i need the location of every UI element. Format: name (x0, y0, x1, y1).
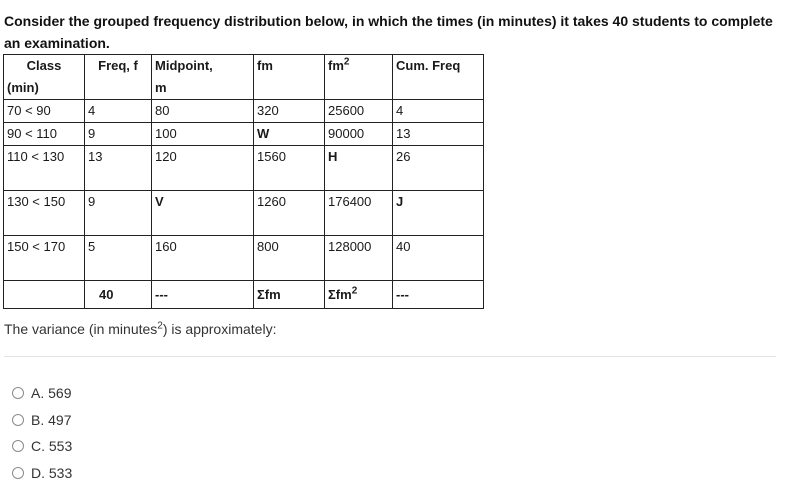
total-fm: Σfm (254, 281, 325, 309)
option-c[interactable] (12, 433, 72, 460)
cell-fm2: 25600 (325, 100, 393, 123)
total-midpoint-placeholder: --- (152, 281, 254, 309)
option-a[interactable] (12, 380, 72, 407)
header-cumulative-frequency: Cum. Freq (393, 55, 484, 100)
option-label: A. 569 (31, 385, 72, 402)
cell-class: 150 < 170 (4, 236, 85, 281)
cell-class: 90 < 110 (4, 123, 85, 146)
total-frequency: 40 (85, 281, 152, 309)
table-row (4, 100, 484, 123)
variance-prompt: The variance (in minutes$^2$) is approximately: (4, 320, 277, 337)
cell-cumulative-frequency: 26 (393, 146, 484, 191)
cell-frequency: 4 (85, 100, 152, 123)
option-d[interactable] (12, 460, 72, 487)
cell-fm2: 128000 (325, 236, 393, 281)
cell-fm: W (254, 123, 325, 146)
table-row (4, 236, 484, 281)
total-fm2: Σfm$^2$ (325, 281, 393, 309)
cell-class: 110 < 130 (4, 146, 85, 191)
header-midpoint: Midpoint, m (152, 55, 254, 100)
cell-cumulative-frequency: 4 (393, 100, 484, 123)
option-label: D. 533 (31, 464, 73, 481)
cell-fm2: 90000 (325, 123, 393, 146)
option-label: C. 553 (31, 438, 73, 455)
option-b[interactable] (12, 407, 72, 434)
table-row (4, 191, 484, 236)
cell-cumulative-frequency: J (393, 191, 484, 236)
header-fm2: $fm^2$ (325, 55, 393, 100)
cell-fm2: 176400 (325, 191, 393, 236)
cell-frequency: 5 (85, 236, 152, 281)
total-cumulative-placeholder: --- (393, 281, 484, 309)
radio-button-icon[interactable] (12, 467, 24, 479)
cell-midpoint: 100 (152, 123, 254, 146)
table-header-row (4, 55, 484, 100)
frequency-table (3, 54, 484, 309)
cell-midpoint: 80 (152, 100, 254, 123)
cell-cumulative-frequency: 13 (393, 123, 484, 146)
header-class: Class (min) (4, 55, 85, 100)
radio-button-icon[interactable] (12, 440, 24, 452)
header-fm: fm (254, 55, 325, 100)
cell-midpoint: 160 (152, 236, 254, 281)
cell-frequency: 9 (85, 123, 152, 146)
cell-frequency: 13 (85, 146, 152, 191)
cell-class: 70 < 90 (4, 100, 85, 123)
cell-fm2: H (325, 146, 393, 191)
question-text: Consider the grouped frequency distribution below, in which the times (in minutes) it takes 40 students to complete an examination. (4, 13, 773, 51)
cell-midpoint: V (152, 191, 254, 236)
cell-class (4, 281, 85, 309)
divider (4, 356, 776, 357)
option-label: B. 497 (31, 411, 72, 428)
cell-fm: 320 (254, 100, 325, 123)
radio-button-icon[interactable] (12, 387, 24, 399)
cell-cumulative-frequency: 40 (393, 236, 484, 281)
cell-fm: 1260 (254, 191, 325, 236)
cell-fm: 800 (254, 236, 325, 281)
answer-options (12, 380, 72, 486)
cell-fm: 1560 (254, 146, 325, 191)
radio-button-icon[interactable] (12, 414, 24, 426)
cell-frequency: 9 (85, 191, 152, 236)
table-row (4, 123, 484, 146)
header-frequency: Freq, f (85, 55, 152, 100)
table-totals-row (4, 281, 484, 309)
cell-midpoint: 120 (152, 146, 254, 191)
cell-class: 130 < 150 (4, 191, 85, 236)
table-row (4, 146, 484, 191)
